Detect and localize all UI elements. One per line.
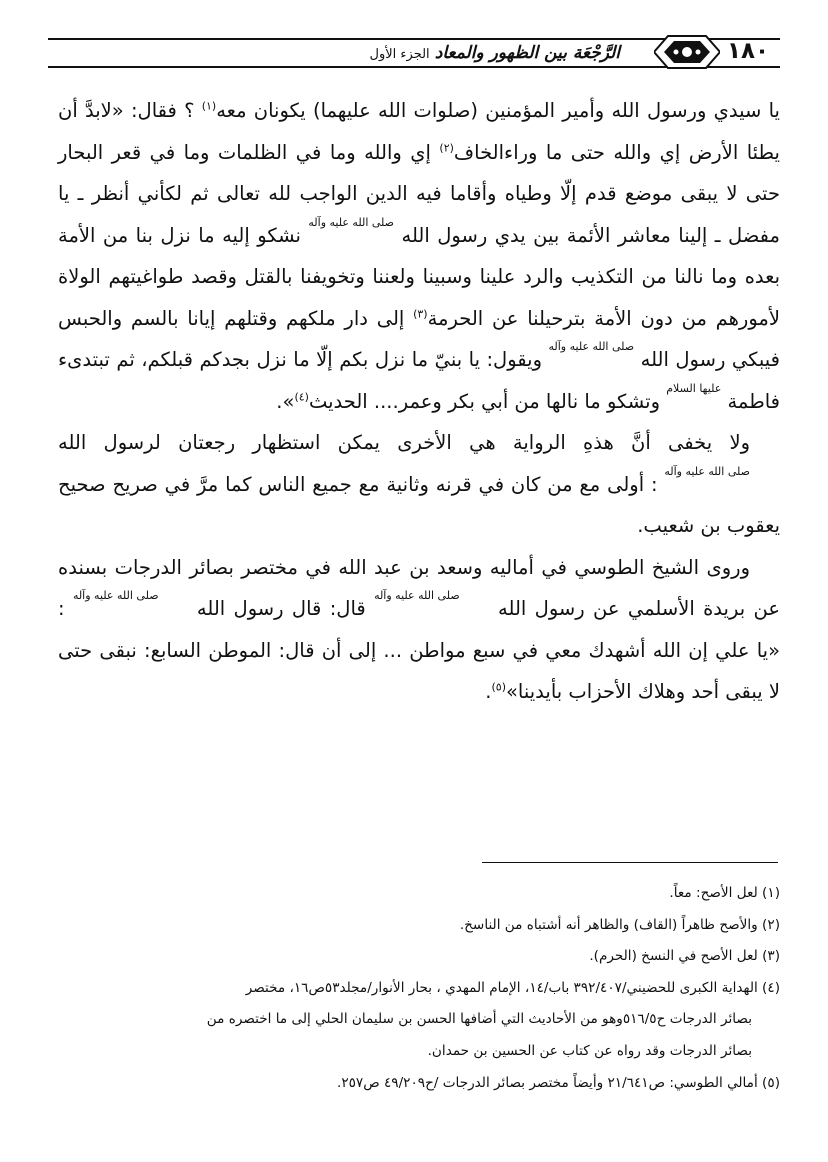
honorific-as: عليها السلام — [666, 381, 722, 395]
footnote-4-continued: بصائر الدرجات ح٥١٦/٥وهو من الأحاديث التي أضافها الحسن بن سليمان الحلي إلى ما اختصره من — [206, 1011, 752, 1028]
honorific-pbuh: صلى الله عليه وآله — [548, 340, 635, 353]
running-title — [60, 40, 620, 66]
footnote-4-continued: بصائر الدرجات وقد رواه عن كتاب عن الحسين بن حمدان. — [427, 1042, 752, 1059]
footnote-ref-3: (٣) — [413, 307, 428, 320]
page-number: ١٨٠ — [726, 38, 770, 64]
main-text — [58, 90, 780, 713]
footnote-4: (٤) الهداية الكبرى للحضيني/٣٩٢/٤٠٧ باب/١٤، الإمام المهدي ، بحار الأنوار/مجلد٥٣ص١٦، مختصر — [245, 979, 780, 996]
book-title: الرَّجْعَة بين الظهور والمعاد — [434, 43, 620, 63]
ornament-icon — [654, 32, 720, 72]
page-header — [48, 30, 780, 72]
footnote-separator — [482, 862, 778, 863]
paragraph-3: وروى الشيخ الطوسي في أماليه وسعد بن عبد الله في مختصر بصائر الدرجات بسنده عن بريدة الأسلمي عن رسول الله صلى الله عليه وآله قال: قال رسول الله صلى الله عليه وآله : «يا علي إن الله أشهدك معي في سبع مواطن ... إلى أن قال: الموطن السابع: نبقى حتى لا يبقى أحد وهلاك الأحزاب بأيدينا»$^{(٥)}$. — [58, 555, 780, 703]
paragraph-1: يا سيدي ورسول الله وأمير المؤمنين (صلوات الله عليهما) يكونان معه$^{(١)}$ ؟ فقال: «لابدَّ أن يطئا الأرض إي والله حتى ما وراءالخاف$^{(٢)}$ إي والله وما في الظلمات وما في قعر البحار حتى لا يبقى موضع قدم إلّا وطياه وأقاما فيه الدين الواجب لله تعالى ثم لكأني أنظر ـ يا مفضل ـ إلينا معاشر الأئمة بين يدي رسول الله صلى الله عليه وآله نشكو إليه ما نزل بنا من الأمة بعده وما نالنا من التكذيب والرد علينا وسبينا ولعننا وتخويفنا بالقتل وقصد طواغيتهم الولاة لأمورهم من دون الأمة بترحيلنا عن الحرمة$^{(٣)}$ إلى دار ملكهم وقتلهم إيانا بالسم والحبس فيبكي رسول الله صلى الله عليه وآله ويقول: يا بنيّ ما نزل بكم إلّا ما نزل بجدكم قبلكم، ثم تبتدىء فاطمة عليها السلام وتشكو ما نالها من أبي بكر وعمر.... الحديث$^{(٤)}$». — [58, 99, 780, 413]
footnote-1: (١) لعل الأصح: معاً. — [669, 885, 780, 901]
footnote-ref-4: (٤) — [294, 390, 309, 403]
footnote-ref-5: (٥) — [491, 680, 506, 694]
footnote-ref-2: (٢) — [439, 141, 454, 154]
paragraph-2: ولا يخفى أنَّ هذهِ الرواية هي الأخرى يمكن استظهار رجعتان لرسول الله صلى الله عليه وآله : أولى مع من كان في قرنه وثانية مع جميع الناس كما مرَّ في صريح صحيح يعقوب بن شعيب. — [58, 431, 780, 537]
footnote-ref-1: (١) — [201, 99, 217, 113]
honorific-pbuh: صلى الله عليه وآله — [374, 589, 460, 602]
footnote-5: (٥) أمالي الطوسي: ص٢١/٦٤١ وأيضاً مختصر بصائر الدرجات /ح٤٩/٢٠٩ ص٢٥٧. — [336, 1074, 780, 1091]
footnote-3: (٣) لعل الأصح في النسخ (الحرم). — [589, 948, 780, 965]
volume-label: الجزء الأول — [369, 47, 430, 62]
footnotes — [58, 878, 780, 1099]
honorific-pbuh: صلى الله عليه وآله — [664, 464, 750, 478]
footnote-2: (٢) والأصح ظاهراً (القاف) والظاهر أنه أشتباه من الناسخ. — [459, 916, 780, 933]
honorific-pbuh: صلى الله عليه وآله — [308, 215, 395, 229]
honorific-pbuh: صلى الله عليه وآله — [72, 589, 159, 602]
